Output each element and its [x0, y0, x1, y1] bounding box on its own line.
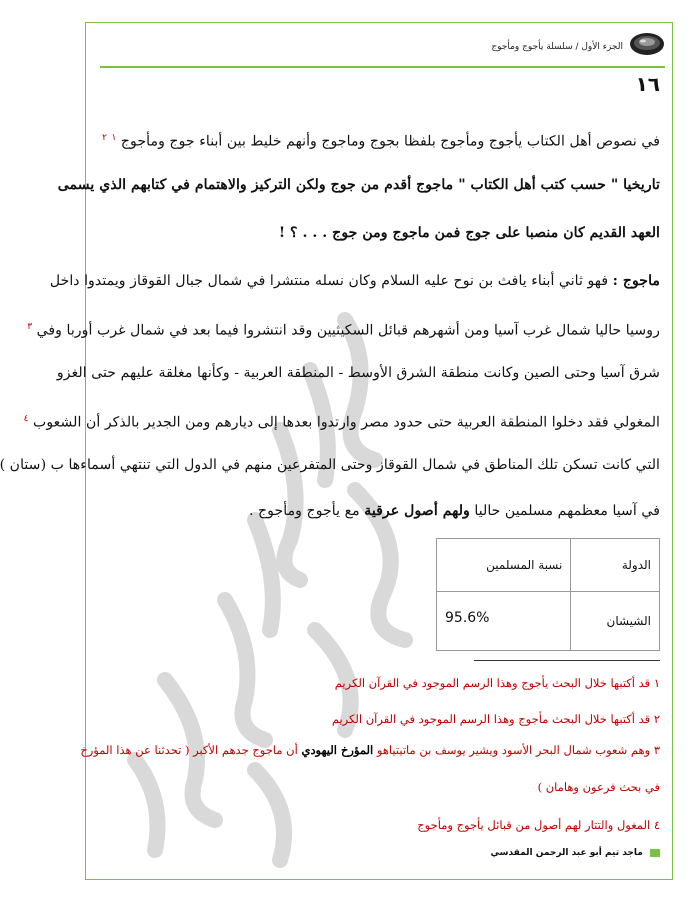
- table-row: [437, 592, 660, 651]
- term-heading: ماجوج :: [612, 273, 660, 289]
- table-header-row: [437, 539, 660, 592]
- footnote-4: ٤ المغول والتتار لهم أصول من قبائل يأجوج ومأجوج: [417, 818, 660, 832]
- page-header: [491, 30, 665, 66]
- paragraph-line: [49, 271, 660, 291]
- footnote-emphasis: المؤرخ اليهودي: [301, 743, 374, 757]
- paragraph-line: التي كانت تسكن تلك المناطق في شمال القوقاز وحتى المتفرعين منهم في الدول التي تنتهي أسماءها ب (ستان ): [0, 457, 660, 473]
- paragraph-line: العهد القديم كان منصبا على جوج فمن ماجوج ومن جوج . . . ؟ !: [278, 225, 660, 241]
- paragraph-line: تاريخيا " حسب كتب أهل الكتاب " ماجوج أقدم من جوج ولكن التركيز والاهتمام في كتابهم الذي يسمى: [57, 177, 660, 193]
- footnote-divider: [474, 660, 660, 661]
- footnote-3-continued: في بحث فرعون وهامان ): [537, 780, 660, 794]
- footnote-marker[interactable]: ١: [111, 133, 117, 143]
- line-text: في نصوص أهل الكتاب يأجوج ومأجوج بلفظا بجوج وماجوج وأنهم خليط بين أبناء جوج ومأجوج: [120, 133, 660, 150]
- header-divider: [100, 66, 665, 68]
- footnote-text: أن ماجوج جدهم الأكبر ( تحدثنا عن هذا المؤرخ: [80, 743, 298, 757]
- pen-icon: [650, 849, 660, 857]
- header-cell-country: الدولة: [571, 539, 660, 592]
- series-logo-icon: [629, 32, 665, 56]
- footnote-marker[interactable]: ٢: [102, 133, 108, 143]
- footnote-1: ١ قد أكتبها خلال البحث يأجوج وهذا الرسم الموجود في القرآن الكريم: [334, 676, 660, 690]
- line-text: روسيا حاليا شمال غرب آسيا ومن أشهرهم قبائل السكيثيين وقد انتشروا فيما بعد في شمال غرب أوربا وفي: [36, 322, 660, 339]
- cell-country: الشيشان: [571, 592, 660, 651]
- paragraph-line: شرق آسيا وحتى الصين وكانت منطقة الشرق الأوسط - المنطقة العربية - وكأنها مغلقة عليهم حتى الغزو: [56, 365, 660, 381]
- line-text: في آسيا معظمهم مسلمين حاليا: [474, 503, 660, 519]
- footnote-3: [80, 743, 660, 757]
- paragraph-line: [27, 317, 660, 341]
- muslim-percentage-table: [436, 538, 660, 651]
- line-text: المغولي فقد دخلوا المنطقة العربية حتى حدود مصر وارتدوا بعدها إلى ديارهم ومن الجدير بالذكر أن الشعوب: [32, 414, 660, 431]
- line-text: مع يأجوج ومأجوج .: [248, 503, 360, 519]
- page-number: ١٦: [635, 72, 660, 96]
- header-cell-percent: نسبة المسلمين: [437, 539, 571, 592]
- footnote-text: ٣ وهم شعوب شمال البحر الأسود ويشير يوسف بن ماتيتياهو: [376, 743, 660, 757]
- paragraph-line: [100, 128, 660, 152]
- footnote-marker[interactable]: ٣: [27, 322, 33, 332]
- paragraph-line: [23, 409, 660, 433]
- line-text: فهو ثاني أبناء يافث بن نوح عليه السلام وكان نسله منتشرا في شمال جبال القوقاز ويمتدوا داخل: [49, 273, 609, 289]
- footnote-marker[interactable]: ٤: [23, 414, 29, 424]
- footnote-2: ٢ قد أكتبها خلال البحث مأجوج وهذا الرسم الموجود في القرآن الكريم: [331, 712, 660, 726]
- author-name: ماجد تيم أبو عبد الرحمن المقدسي: [490, 848, 643, 858]
- emphasis-text: ولهم أصول عرقية: [364, 503, 470, 519]
- author-signature: [491, 848, 661, 858]
- series-title: الجزء الأول / سلسلة يأجوج ومأجوج: [491, 42, 623, 52]
- cell-percent: 95.6%: [437, 592, 571, 651]
- paragraph-line: [100, 501, 660, 521]
